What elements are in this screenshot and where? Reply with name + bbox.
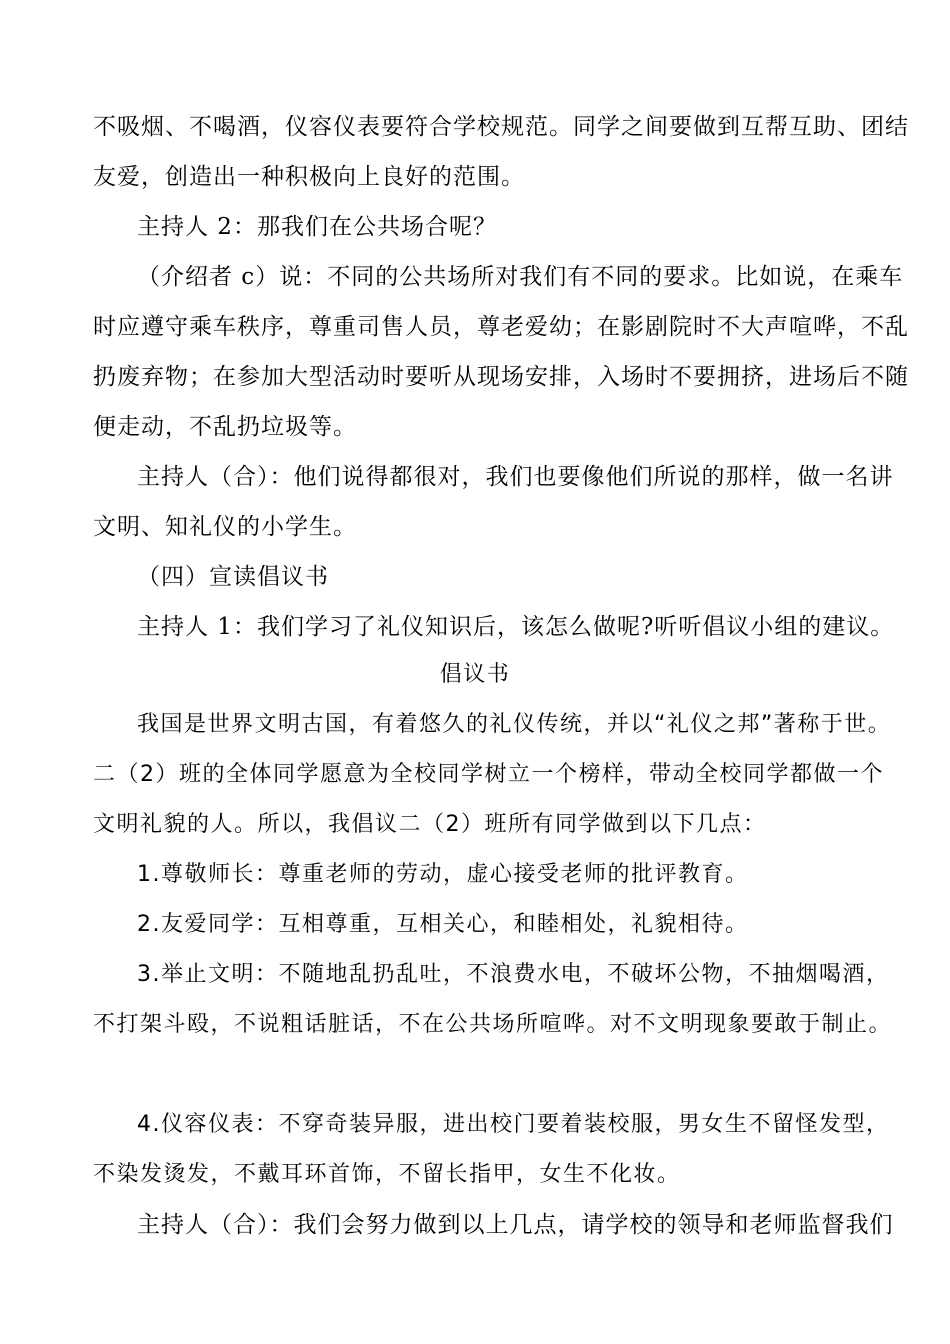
proposal-item: 不打架斗殴，不说粗话脏话，不在公共场所喧哗。对不文明现象要敢于制止。: [93, 1012, 893, 1037]
paragraph-line: 便走动，不乱扔垃圾等。: [93, 414, 357, 440]
proposal-line: 文明礼貌的人。所以，我倡议二（2）班所有同学做到以下几点：: [93, 812, 767, 837]
paragraph-line: 友爱，创造出一种积极向上良好的范围。: [93, 164, 525, 190]
proposal-item: 1.尊敬师长：尊重老师的劳动，虚心接受老师的批评教育。: [137, 862, 749, 887]
proposal-item: 4.仪容仪表：不穿奇装异服，进出校门要着装校服，男女生不留怪发型，: [137, 1112, 890, 1137]
section-heading: （四）宣读倡议书: [137, 564, 329, 590]
proposal-item: 3.举止文明：不随地乱扔乱吐，不浪费水电，不破坏公物，不抽烟喝酒，: [137, 962, 890, 987]
proposal-line: 我国是世界文明古国，有着悠久的礼仪传统，并以“礼仪之邦”著称于世。: [137, 712, 892, 737]
paragraph-line: 时应遵守乘车秩序，尊重司售人员，尊老爱幼；在影剧院时不大声喧哗，不乱: [93, 314, 909, 340]
paragraph-line: （介绍者 c）说：不同的公共场所对我们有不同的要求。比如说，在乘车: [137, 264, 904, 290]
host-line: 主持人 2：那我们在公共场合呢？: [137, 214, 497, 240]
paragraph-line: 文明、知礼仪的小学生。: [93, 514, 357, 540]
paragraph-line: 扔废弃物；在参加大型活动时要听从现场安排，入场时不要拥挤，进场后不随: [93, 364, 909, 390]
paragraph-line: 不吸烟、不喝酒，仪容仪表要符合学校规范。同学之间要做到互帮互助、团结: [93, 114, 909, 140]
proposal-item: 不染发烫发，不戴耳环首饰，不留长指甲，女生不化妆。: [93, 1162, 681, 1187]
host-line: 主持人 1：我们学习了礼仪知识后，该怎么做呢?听听倡议小组的建议。: [137, 614, 895, 640]
proposal-item: 2.友爱同学：互相尊重，互相关心，和睦相处，礼貌相待。: [137, 912, 749, 937]
host-line: 主持人（合）：我们会努力做到以上几点，请学校的领导和老师监督我们: [137, 1212, 894, 1238]
proposal-title: 倡议书: [439, 662, 511, 687]
host-line: 主持人（合）：他们说得都很对，我们也要像他们所说的那样，做一名讲: [137, 464, 894, 490]
proposal-line: 二（2）班的全体同学愿意为全校同学树立一个榜样，带动全校同学都做一个: [93, 762, 884, 787]
